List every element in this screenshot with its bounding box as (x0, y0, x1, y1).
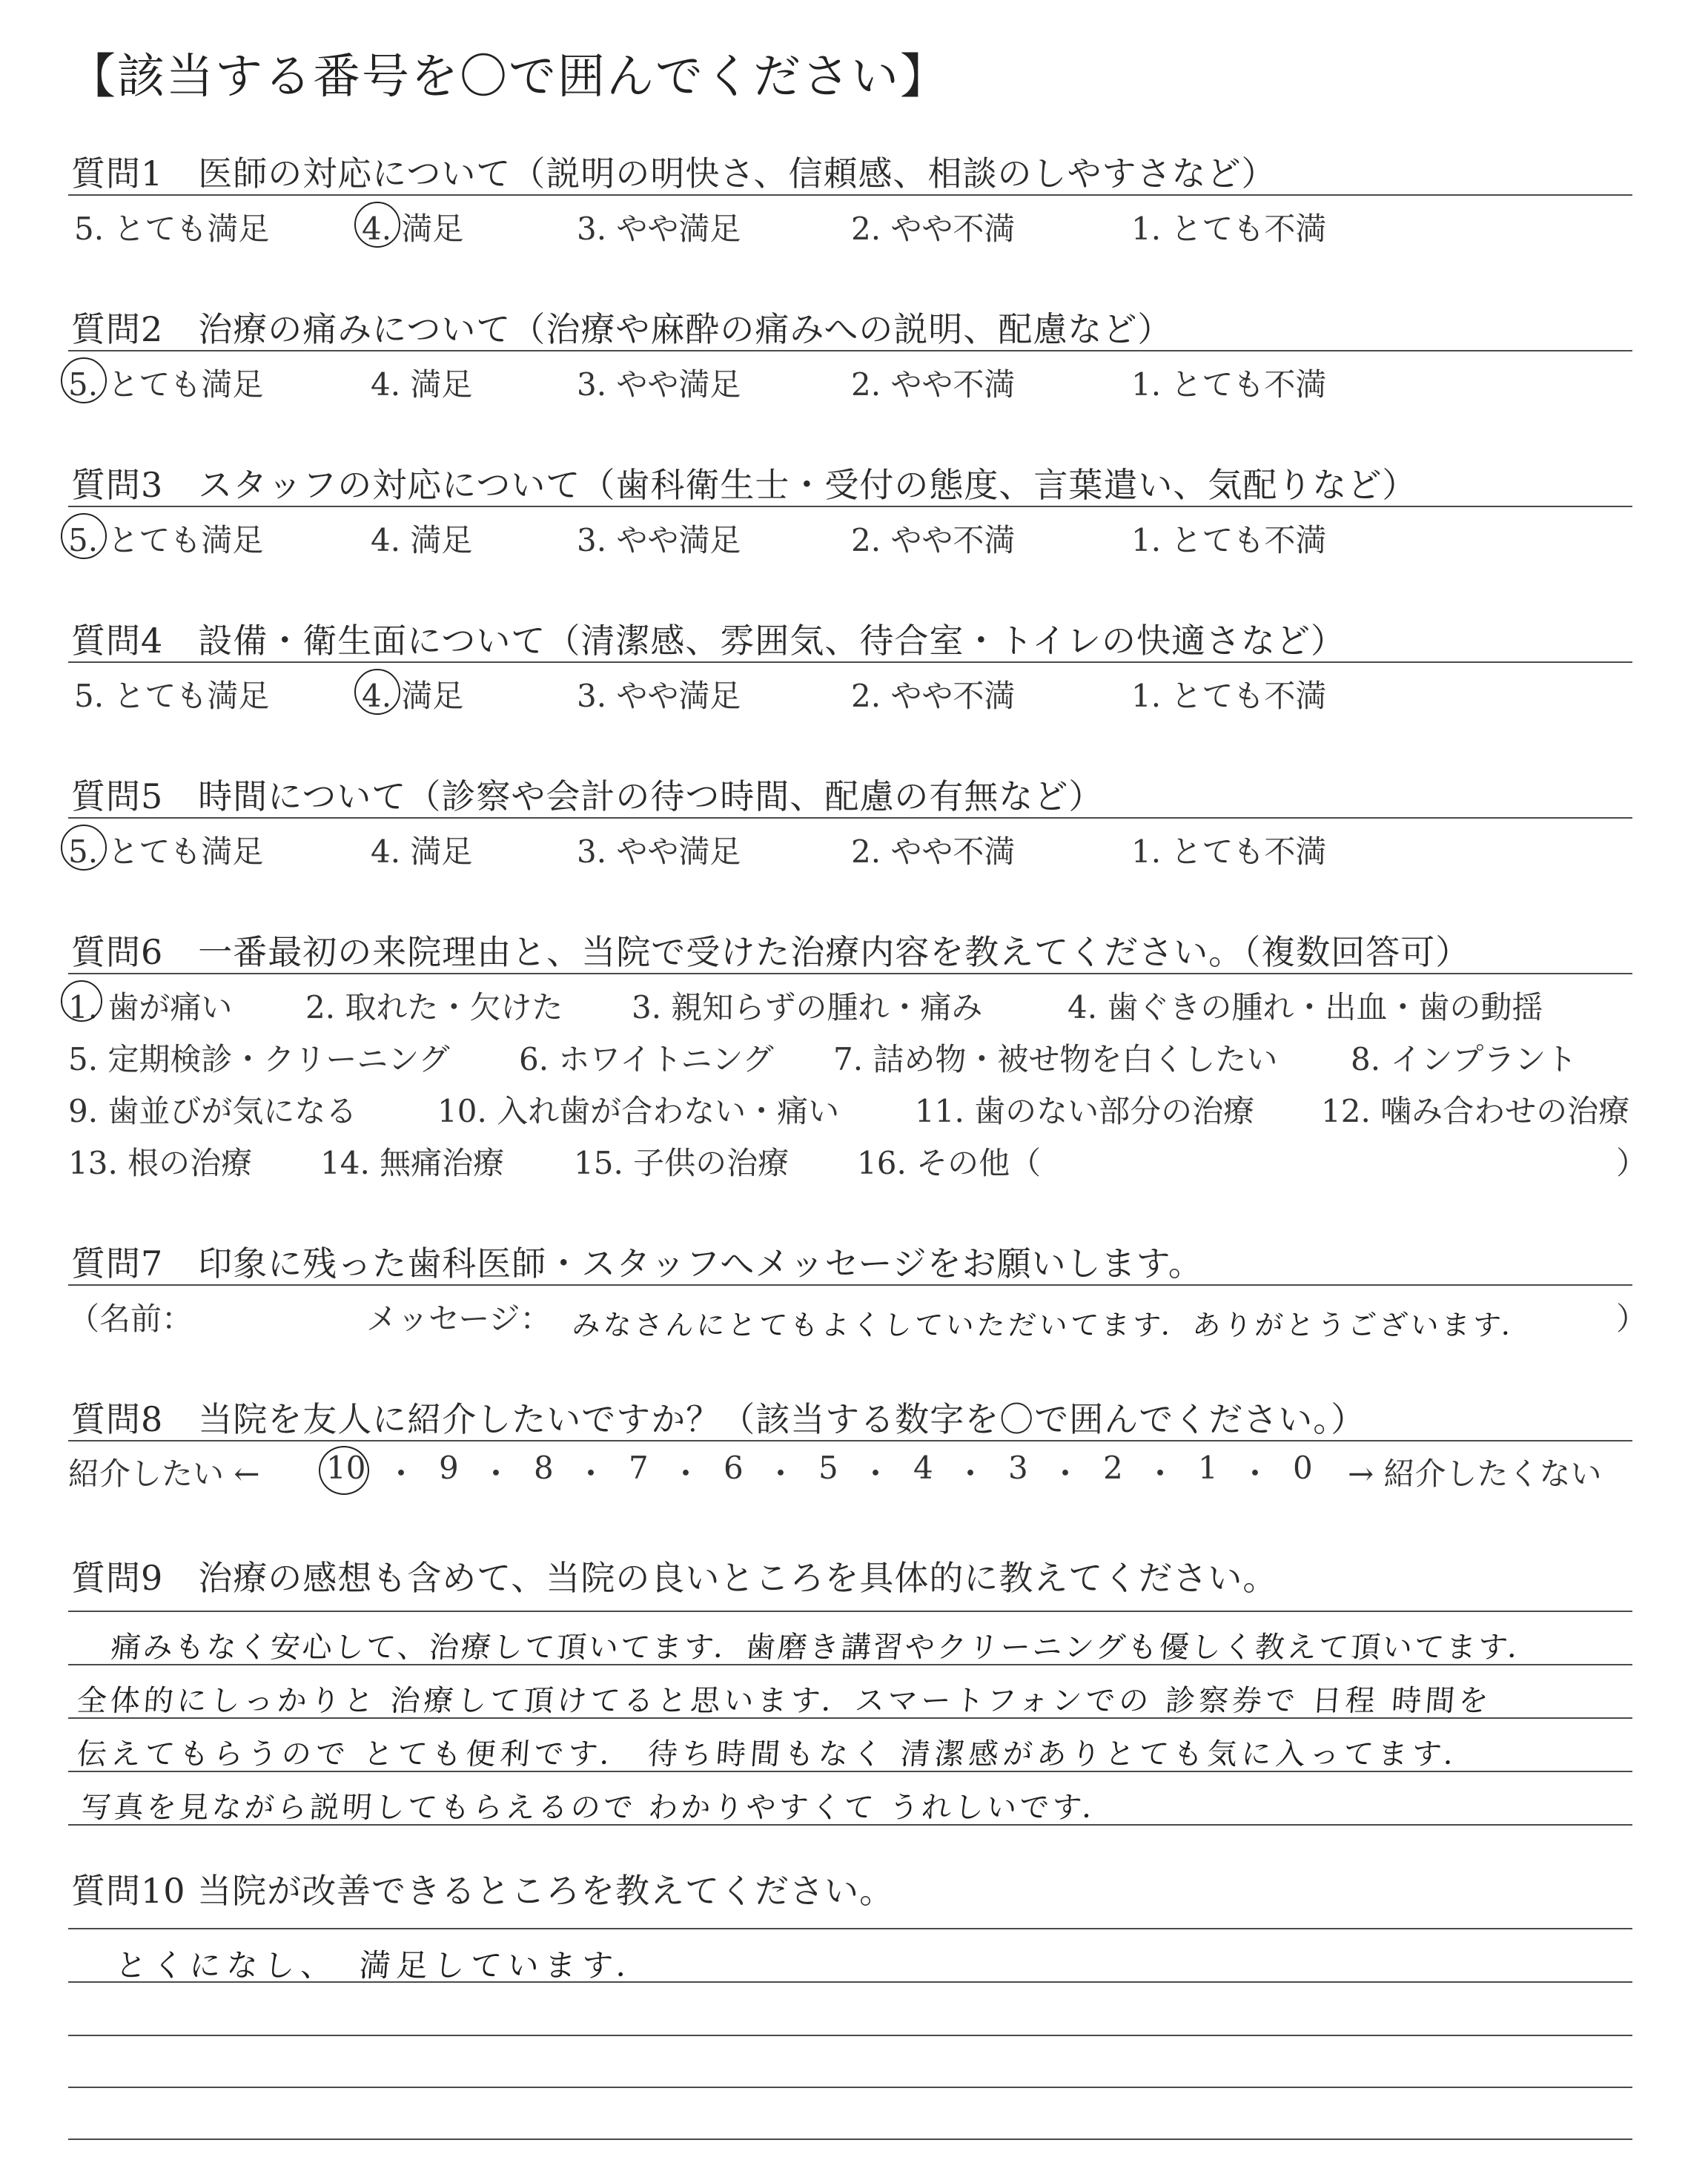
q9-answer-line[interactable]: 痛みもなく安心して、治療して頂いてます．歯磨き講習やクリーニングも優しく教えて頂いてます． (110, 1631, 1541, 1665)
q4-title: 質問4 設備・衛生面について（清潔感、雰囲気、待合室・トイレの快適さなど） (71, 621, 1346, 661)
q10-rule-1 (68, 1928, 1632, 1929)
q7-close-paren: ） (1616, 1301, 1648, 1337)
q9-answer-line[interactable]: 伝えてもらうので とても便利です． 待ち時間もなく 清潔感がありとても気に入ってます． (76, 1737, 1480, 1771)
q2-option-3[interactable]: 3. やや満足 (577, 366, 741, 403)
q8-separator: ・ (765, 1456, 797, 1492)
q5-option-5[interactable]: 5. とても満足 (68, 833, 264, 870)
q1-option-4[interactable]: 4. 満足 (362, 211, 464, 247)
q2-rule (68, 350, 1632, 351)
q6-title: 質問6 一番最初の来院理由と、当院で受けた治療内容を教えてください。（複数回答可） (71, 932, 1471, 972)
q8-right-label: → 紹介したくない (1348, 1456, 1602, 1492)
q10-rule-5 (68, 2138, 1632, 2140)
q3-option-4[interactable]: 4. 満足 (371, 522, 473, 558)
q8-scale-1[interactable]: 1 (1198, 1450, 1218, 1486)
q5-option-3[interactable]: 3. やや満足 (577, 833, 741, 870)
q10-rule-3 (68, 2035, 1632, 2036)
q10-title: 質問10 当院が改善できるところを教えてください。 (71, 1871, 895, 1911)
q6-option-1[interactable]: 1. 歯が痛い (68, 989, 233, 1025)
q7-message-text[interactable]: みなさんにとてもよくしていただいてます．ありがとうございます． (571, 1309, 1535, 1341)
q3-option-2[interactable]: 2. やや不満 (851, 522, 1016, 558)
q9-answer-line[interactable]: 写真を見ながら説明してもらえるので わかりやすくて うれしいです． (80, 1791, 1116, 1825)
q8-scale-2[interactable]: 2 (1103, 1450, 1123, 1486)
q6-option-5[interactable]: 5. 定期検診・クリーニング (68, 1041, 450, 1077)
q2-option-2[interactable]: 2. やや不満 (851, 366, 1016, 403)
q6-option-14[interactable]: 14. 無痛治療 (320, 1145, 505, 1181)
q1-title: 質問1 医師の対応について（説明の明快さ、信頼感、相談のしやすさなど） (71, 153, 1277, 194)
q6-option-4[interactable]: 4. 歯ぐきの腫れ・出血・歯の動揺 (1068, 989, 1543, 1025)
q8-separator: ・ (480, 1456, 512, 1492)
q8-scale-3[interactable]: 3 (1008, 1450, 1028, 1486)
q8-scale-8[interactable]: 8 (534, 1450, 554, 1486)
q8-title: 質問8 当院を友人に紹介したいですか？（該当する数字を〇で囲んでください。） (71, 1399, 1366, 1439)
q9-title: 質問9 治療の感想も含めて、当院の良いところを具体的に教えてください。 (71, 1558, 1278, 1598)
q8-separator: ・ (1050, 1456, 1082, 1492)
q3-rule (68, 506, 1632, 507)
q4-option-4[interactable]: 4. 満足 (362, 678, 464, 714)
page-heading: 【該当する番号を〇で囲んでください】 (68, 50, 949, 105)
q8-separator: ・ (1239, 1456, 1271, 1492)
q6-option-12[interactable]: 12. 噛み合わせの治療 (1321, 1093, 1630, 1129)
q6-close-paren: ） (1616, 1145, 1648, 1181)
q4-rule (68, 661, 1632, 663)
q6-option-13[interactable]: 13. 根の治療 (68, 1145, 253, 1181)
q6-option-6[interactable]: 6. ホワイトニング (519, 1041, 774, 1077)
q9-rule-1 (68, 1611, 1632, 1612)
q7-name-label: （名前： (68, 1301, 193, 1337)
q8-scale-6[interactable]: 6 (724, 1450, 744, 1486)
q9-answer-line[interactable]: 全体的にしっかりと 治療して頂けてると思います．スマートフォンでの 診察券で 日程 時間を (76, 1684, 1494, 1718)
q1-option-5[interactable]: 5. とても満足 (74, 211, 270, 247)
q5-option-4[interactable]: 4. 満足 (371, 833, 473, 870)
q5-option-1[interactable]: 1. とても不満 (1131, 833, 1327, 870)
q8-separator: ・ (385, 1456, 417, 1492)
q6-option-8[interactable]: 8. インプラント (1351, 1041, 1578, 1077)
q10-rule-4 (68, 2087, 1632, 2088)
q8-separator: ・ (575, 1456, 607, 1492)
q7-title: 質問7 印象に残った歯科医師・スタッフへメッセージをお願いします。 (71, 1244, 1203, 1284)
q1-option-3[interactable]: 3. やや満足 (577, 211, 741, 247)
q5-option-2[interactable]: 2. やや不満 (851, 833, 1016, 870)
q8-separator: ・ (955, 1456, 987, 1492)
q2-option-5[interactable]: 5. とても満足 (68, 366, 264, 403)
q10-answer-line[interactable]: とくになし、 満足しています． (114, 1947, 655, 1984)
q8-separator: ・ (1145, 1456, 1176, 1492)
q6-option-16[interactable]: 16. その他（ (857, 1145, 1042, 1181)
q8-scale-4[interactable]: 4 (913, 1450, 933, 1486)
q3-selection-circle (61, 513, 107, 559)
q3-option-3[interactable]: 3. やや満足 (577, 522, 741, 558)
q6-option-15[interactable]: 15. 子供の治療 (574, 1145, 790, 1181)
q4-selection-circle (354, 669, 400, 715)
q8-left-label: 紹介したい ← (68, 1456, 260, 1492)
q3-option-5[interactable]: 5. とても満足 (68, 522, 264, 558)
q8-scale-9[interactable]: 9 (439, 1450, 459, 1486)
q4-option-3[interactable]: 3. やや満足 (577, 678, 741, 714)
q2-selection-circle (61, 357, 107, 403)
q3-option-1[interactable]: 1. とても不満 (1131, 522, 1327, 558)
q6-selection-circle (61, 980, 102, 1022)
q5-rule (68, 817, 1632, 819)
q7-message-label: メッセージ： (366, 1301, 552, 1337)
q2-option-4[interactable]: 4. 満足 (371, 366, 473, 403)
q6-option-11[interactable]: 11. 歯のない部分の治療 (915, 1093, 1255, 1129)
q6-rule (68, 973, 1632, 974)
q1-option-2[interactable]: 2. やや不満 (851, 211, 1016, 247)
q8-scale-10[interactable]: 10 (326, 1450, 366, 1486)
q8-scale-5[interactable]: 5 (818, 1450, 838, 1486)
q4-option-1[interactable]: 1. とても不満 (1131, 678, 1327, 714)
q8-scale-7[interactable]: 7 (629, 1450, 649, 1486)
q3-title: 質問3 スタッフの対応について（歯科衛生士・受付の態度、言葉遣い、気配りなど） (71, 465, 1417, 505)
q8-separator: ・ (860, 1456, 892, 1492)
q6-option-10[interactable]: 10. 入れ歯が合わない・痛い (437, 1093, 840, 1129)
q5-selection-circle (61, 825, 107, 871)
q2-title: 質問2 治療の痛みについて（治療や麻酔の痛みへの説明、配慮など） (71, 309, 1173, 349)
q2-option-1[interactable]: 1. とても不満 (1131, 366, 1327, 403)
q8-separator: ・ (670, 1456, 702, 1492)
q4-option-2[interactable]: 2. やや不満 (851, 678, 1016, 714)
q8-scale-0[interactable]: 0 (1293, 1450, 1313, 1486)
q1-rule (68, 194, 1632, 196)
q5-title: 質問5 時間について（診察や会計の待つ時間、配慮の有無など） (71, 776, 1104, 816)
q7-rule (68, 1284, 1632, 1286)
q8-rule (68, 1440, 1632, 1441)
q6-option-9[interactable]: 9. 歯並びが気になる (68, 1093, 357, 1129)
q1-option-1[interactable]: 1. とても不満 (1131, 211, 1327, 247)
q6-option-7[interactable]: 7. 詰め物・被せ物を白くしたい (833, 1041, 1278, 1077)
q6-option-3[interactable]: 3. 親知らずの腫れ・痛み (632, 989, 983, 1025)
q1-selection-circle (354, 202, 400, 248)
q6-option-2[interactable]: 2. 取れた・欠けた (305, 989, 563, 1025)
q8-selection-circle (319, 1446, 369, 1495)
q4-option-5[interactable]: 5. とても満足 (74, 678, 270, 714)
